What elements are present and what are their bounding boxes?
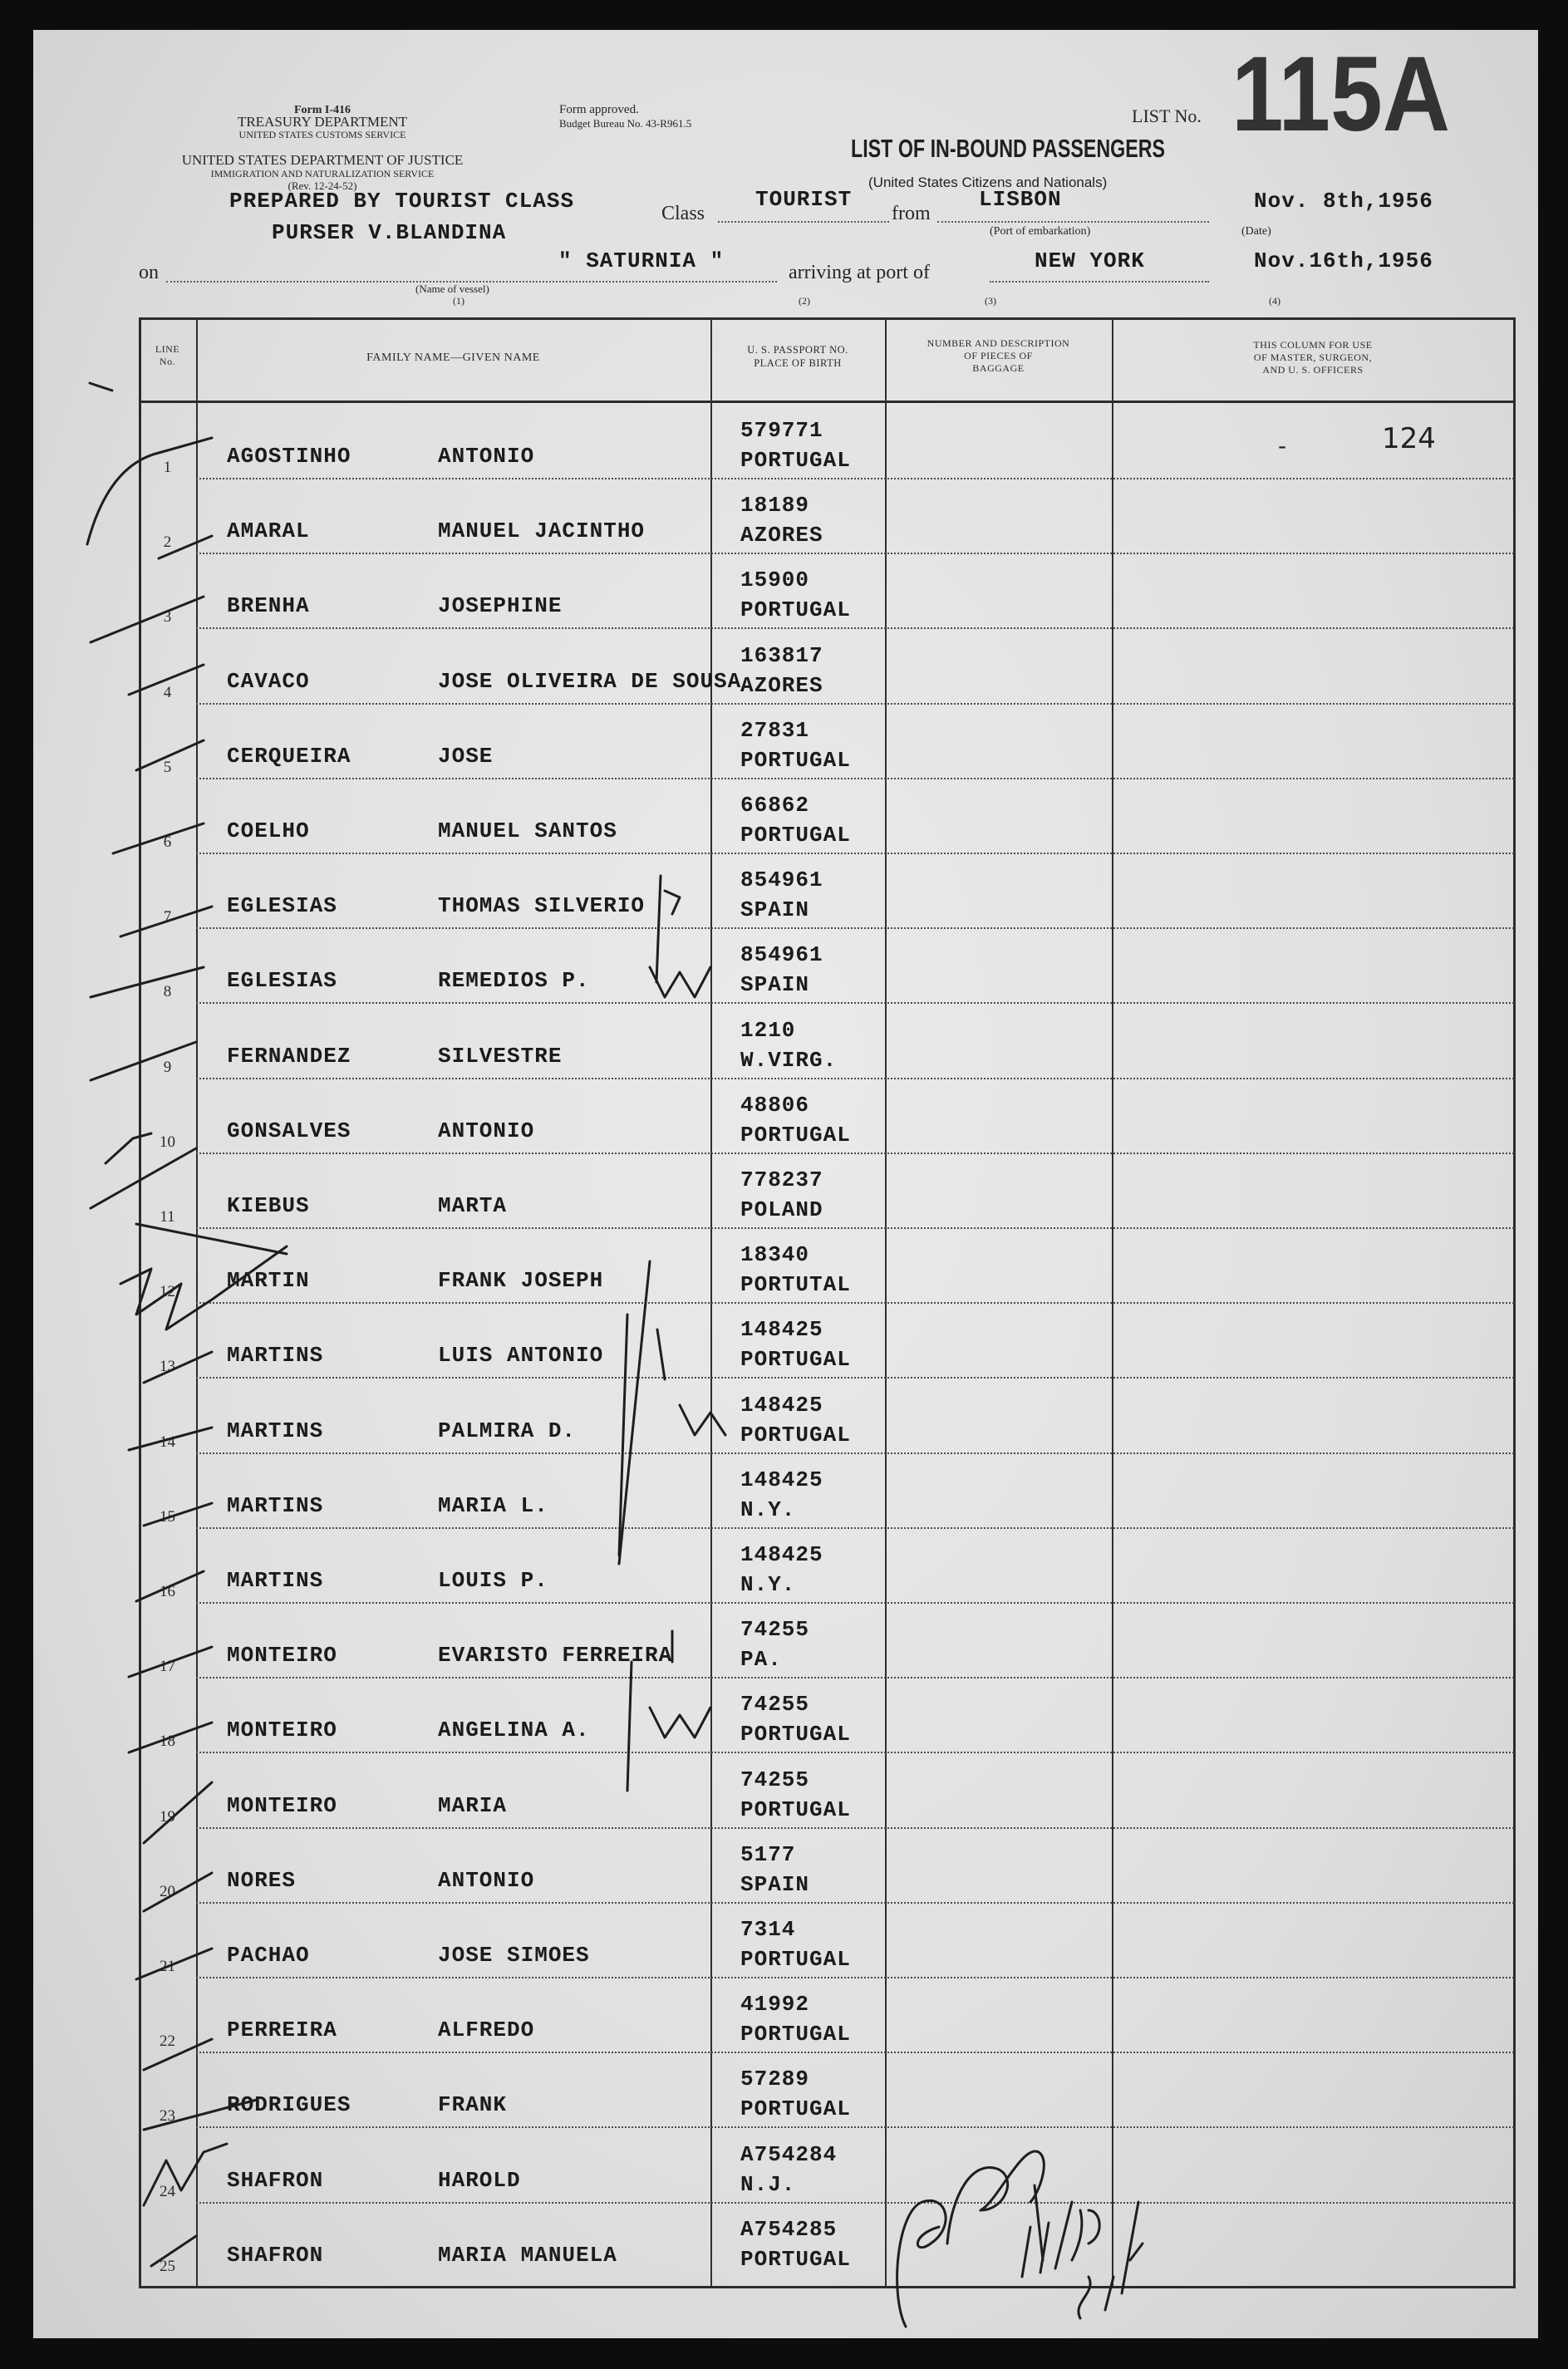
place-of-birth: POLAND bbox=[740, 1197, 823, 1222]
form-subtitle: (United States Citizens and Nationals) bbox=[868, 174, 1108, 190]
list-number-label: LIST No. bbox=[1132, 106, 1202, 126]
passenger-row bbox=[139, 1379, 1514, 1454]
given-name: JOSE SIMOES bbox=[438, 1943, 590, 1968]
family-name: AGOSTINHO bbox=[227, 444, 351, 469]
vessel-caption: (Name of vessel) bbox=[415, 283, 489, 295]
arrival-port: NEW YORK bbox=[1035, 248, 1145, 273]
from-label: from bbox=[892, 203, 931, 224]
passenger-row bbox=[139, 705, 1514, 779]
line-number: 24 bbox=[160, 2182, 175, 2200]
passenger-row bbox=[139, 929, 1514, 1004]
passenger-row bbox=[139, 2129, 1514, 2204]
embarkation-leader bbox=[937, 221, 1209, 223]
arrival-port-leader bbox=[990, 281, 1209, 283]
given-name: EVARISTO FERREIRA bbox=[438, 1643, 673, 1669]
given-name: MARTA bbox=[438, 1193, 508, 1218]
class-leader bbox=[718, 221, 889, 223]
line-number: 25 bbox=[160, 2257, 175, 2275]
passport-number: 66862 bbox=[740, 793, 810, 818]
given-name: FRANK bbox=[438, 2092, 508, 2118]
family-name: MONTEIRO bbox=[227, 1643, 337, 1669]
given-name: MARIA bbox=[438, 1792, 508, 1818]
place-of-birth: SPAIN bbox=[740, 1871, 810, 1897]
header-passport-no: U. S. PASSPORT NO. bbox=[747, 344, 848, 356]
passport-number: 48806 bbox=[740, 1092, 810, 1118]
passenger-row bbox=[139, 2053, 1514, 2128]
passenger-row bbox=[139, 630, 1514, 705]
passenger-row bbox=[139, 1229, 1514, 1304]
family-name: MONTEIRO bbox=[227, 1718, 337, 1743]
embarkation-port: LISBON bbox=[979, 187, 1062, 212]
family-name: EGLESIAS bbox=[227, 893, 337, 919]
line-number: 16 bbox=[160, 1583, 175, 1600]
family-name: SHAFRON bbox=[227, 2242, 324, 2268]
family-name: MARTINS bbox=[227, 1418, 324, 1443]
line-number: 10 bbox=[160, 1133, 175, 1151]
prepared-by: PREPARED BY TOURIST CLASS bbox=[229, 189, 575, 214]
place-of-birth: PORTUTAL bbox=[740, 1272, 851, 1298]
place-of-birth: N.Y. bbox=[740, 1497, 796, 1522]
place-of-birth: SPAIN bbox=[740, 897, 810, 923]
place-of-birth: PORTUGAL bbox=[740, 1796, 851, 1822]
family-name: CERQUEIRA bbox=[227, 743, 351, 769]
header-officers-2: OF MASTER, SURGEON, bbox=[1253, 351, 1373, 363]
given-name: LOUIS P. bbox=[438, 1568, 548, 1593]
passport-number: 778237 bbox=[740, 1167, 823, 1192]
line-number: 3 bbox=[163, 608, 172, 627]
place-of-birth: PORTUGAL bbox=[740, 747, 851, 773]
passport-number: 148425 bbox=[740, 1467, 823, 1492]
passport-number: 854961 bbox=[740, 942, 823, 968]
given-name: MANUEL SANTOS bbox=[438, 818, 617, 843]
place-of-birth: AZORES bbox=[740, 672, 823, 698]
passport-number: 148425 bbox=[740, 1392, 823, 1418]
passenger-row bbox=[139, 2204, 1514, 2278]
passenger-row bbox=[139, 1529, 1514, 1604]
line-number: 12 bbox=[160, 1283, 175, 1301]
class-label: Class bbox=[661, 203, 705, 224]
passenger-row bbox=[139, 779, 1514, 854]
vessel-name: " SATURNIA " bbox=[558, 248, 725, 273]
passport-number: A754285 bbox=[740, 2216, 838, 2242]
purser-name: PURSER V.BLANDINA bbox=[272, 220, 507, 245]
passport-number: 57289 bbox=[740, 2067, 810, 2092]
place-of-birth: PORTUGAL bbox=[740, 2022, 851, 2047]
header-place-of-birth: PLACE OF BIRTH bbox=[754, 357, 842, 369]
passport-number: 74255 bbox=[740, 1767, 810, 1792]
line-number: 14 bbox=[160, 1433, 175, 1451]
family-name: RODRIGUES bbox=[227, 2092, 351, 2118]
line-number: 17 bbox=[160, 1658, 175, 1676]
passport-number: A754284 bbox=[740, 2141, 838, 2167]
line-number: 6 bbox=[163, 833, 172, 851]
family-name: MARTIN bbox=[227, 1268, 310, 1294]
date-caption: (Date) bbox=[1241, 225, 1271, 238]
given-name: MARIA MANUELA bbox=[438, 2242, 617, 2268]
given-name: SILVESTRE bbox=[438, 1043, 563, 1069]
arrival-date: Nov.16th,1956 bbox=[1254, 248, 1433, 273]
passenger-row bbox=[139, 1154, 1514, 1229]
place-of-birth: N.J. bbox=[740, 2171, 796, 2197]
line-number: 13 bbox=[160, 1358, 175, 1376]
passport-number: 18340 bbox=[740, 1242, 810, 1268]
passenger-row bbox=[139, 1678, 1514, 1753]
passport-number: 854961 bbox=[740, 867, 823, 893]
ins-service: IMMIGRATION AND NATURALIZATION SERVICE bbox=[210, 168, 435, 179]
given-name: PALMIRA D. bbox=[438, 1418, 577, 1443]
family-name: MARTINS bbox=[227, 1343, 324, 1369]
class-value: TOURIST bbox=[755, 187, 853, 212]
given-name: JOSEPHINE bbox=[438, 593, 563, 619]
place-of-birth: W.VIRG. bbox=[740, 1047, 838, 1073]
family-name: SHAFRON bbox=[227, 2167, 324, 2193]
passenger-row bbox=[139, 1754, 1514, 1829]
passport-number: 148425 bbox=[740, 1317, 823, 1343]
given-name: ALFREDO bbox=[438, 2018, 535, 2043]
family-name: FERNANDEZ bbox=[227, 1043, 351, 1069]
passenger-row bbox=[139, 854, 1514, 929]
treasury-department: TREASURY DEPARTMENT bbox=[237, 114, 408, 130]
family-name: COELHO bbox=[227, 818, 310, 843]
passenger-row bbox=[139, 405, 1514, 479]
table-header-rule bbox=[139, 401, 1516, 403]
given-name: JOSE OLIVEIRA DE SOUSA bbox=[438, 668, 742, 694]
family-name: AMARAL bbox=[227, 519, 310, 544]
family-name: GONSALVES bbox=[227, 1118, 351, 1143]
given-name: JOSE bbox=[438, 743, 494, 769]
passenger-row bbox=[139, 554, 1514, 629]
given-name: HAROLD bbox=[438, 2167, 521, 2193]
given-name: THOMAS SILVERIO bbox=[438, 893, 646, 919]
place-of-birth: PA. bbox=[740, 1647, 782, 1673]
family-name: MARTINS bbox=[227, 1568, 324, 1593]
form-revision: (Rev. 12-24-52) bbox=[288, 179, 357, 192]
passport-number: 579771 bbox=[740, 418, 823, 443]
header-baggage-3: BAGGAGE bbox=[972, 362, 1025, 374]
list-number-stamp: 115A bbox=[1231, 35, 1451, 154]
family-name: MONTEIRO bbox=[227, 1792, 337, 1818]
line-number: 21 bbox=[160, 1958, 175, 1975]
caption-3: (3) bbox=[985, 295, 996, 307]
family-name: BRENHA bbox=[227, 593, 310, 619]
line-number: 20 bbox=[160, 1882, 175, 1900]
header-family-given-name: FAMILY NAME—GIVEN NAME bbox=[366, 351, 540, 364]
justice-department: UNITED STATES DEPARTMENT OF JUSTICE bbox=[181, 152, 464, 168]
line-number: 19 bbox=[160, 1807, 175, 1826]
family-name: CAVACO bbox=[227, 668, 310, 694]
place-of-birth: AZORES bbox=[740, 523, 823, 548]
given-name: REMEDIOS P. bbox=[438, 968, 590, 994]
header-officers-1: THIS COLUMN FOR USE bbox=[1253, 339, 1373, 351]
place-of-birth: PORTUGAL bbox=[740, 1122, 851, 1148]
passenger-row bbox=[139, 1904, 1514, 1978]
passport-number: 15900 bbox=[740, 568, 810, 593]
line-number: 23 bbox=[160, 2107, 175, 2126]
passport-number: 18189 bbox=[740, 493, 810, 519]
given-name: FRANK JOSEPH bbox=[438, 1268, 604, 1294]
given-name: ANTONIO bbox=[438, 444, 535, 469]
given-name: ANTONIO bbox=[438, 1867, 535, 1893]
passport-number: 27831 bbox=[740, 717, 810, 743]
given-name: MANUEL JACINTHO bbox=[438, 519, 646, 544]
passport-number: 1210 bbox=[740, 1017, 796, 1043]
passenger-row bbox=[139, 1604, 1514, 1678]
line-number: 22 bbox=[160, 2032, 175, 2051]
embarkation-date: Nov. 8th,1956 bbox=[1254, 189, 1433, 214]
arriving-label: arriving at port of bbox=[789, 262, 930, 283]
line-number: 1 bbox=[163, 459, 172, 476]
header-baggage-1: NUMBER AND DESCRIPTION bbox=[927, 337, 1070, 349]
line-number: 7 bbox=[163, 908, 172, 926]
line-number: 8 bbox=[163, 983, 172, 1001]
on-label: on bbox=[139, 262, 159, 283]
place-of-birth: PORTUGAL bbox=[740, 2246, 851, 2272]
place-of-birth: PORTUGAL bbox=[740, 823, 851, 848]
line-number: 4 bbox=[163, 683, 172, 701]
line-number: 11 bbox=[160, 1208, 175, 1226]
officer-dash: - bbox=[1278, 432, 1287, 460]
header-baggage-2: OF PIECES OF bbox=[964, 350, 1033, 361]
passport-number: 5177 bbox=[740, 1841, 796, 1867]
given-name: ANGELINA A. bbox=[438, 1718, 590, 1743]
passenger-row bbox=[139, 1079, 1514, 1154]
passport-number: 7314 bbox=[740, 1917, 796, 1942]
line-number: 15 bbox=[160, 1507, 175, 1526]
form-approved: Form approved. bbox=[559, 103, 639, 116]
family-name: NORES bbox=[227, 1867, 297, 1893]
passenger-row bbox=[139, 1454, 1514, 1529]
place-of-birth: N.Y. bbox=[740, 1572, 796, 1597]
family-name: EGLESIAS bbox=[227, 968, 337, 994]
officer-count: 124 bbox=[1382, 422, 1436, 455]
line-number: 2 bbox=[163, 533, 172, 552]
family-name: KIEBUS bbox=[227, 1193, 310, 1218]
header-officers-3: AND U. S. OFFICERS bbox=[1262, 364, 1364, 376]
passport-number: 74255 bbox=[740, 1617, 810, 1643]
given-name: ANTONIO bbox=[438, 1118, 535, 1143]
line-number: 9 bbox=[163, 1058, 172, 1076]
form-number: Form I-416 bbox=[293, 104, 351, 116]
passport-number: 74255 bbox=[740, 1692, 810, 1718]
place-of-birth: PORTUGAL bbox=[740, 597, 851, 623]
passenger-row bbox=[139, 479, 1514, 554]
place-of-birth: PORTUGAL bbox=[740, 1347, 851, 1373]
place-of-birth: PORTUGAL bbox=[740, 1422, 851, 1447]
caption-1: (1) bbox=[453, 295, 465, 307]
passport-number: 148425 bbox=[740, 1542, 823, 1567]
given-name: MARIA L. bbox=[438, 1492, 548, 1518]
line-number: 5 bbox=[163, 758, 172, 776]
family-name: PACHAO bbox=[227, 1943, 310, 1968]
passport-number: 163817 bbox=[740, 642, 823, 668]
embarkation-port-caption: (Port of embarkation) bbox=[990, 225, 1091, 238]
passport-number: 41992 bbox=[740, 1992, 810, 2018]
family-name: MARTINS bbox=[227, 1492, 324, 1518]
place-of-birth: PORTUGAL bbox=[740, 448, 851, 473]
place-of-birth: PORTUGAL bbox=[740, 1947, 851, 1972]
given-name: LUIS ANTONIO bbox=[438, 1343, 604, 1369]
header-line-no-2: No. bbox=[159, 356, 176, 367]
customs-service: UNITED STATES CUSTOMS SERVICE bbox=[238, 129, 406, 140]
place-of-birth: SPAIN bbox=[740, 972, 810, 998]
budget-bureau-number: Budget Bureau No. 43-R961.5 bbox=[559, 117, 692, 130]
passenger-row bbox=[139, 1829, 1514, 1904]
header-line-no-1: LINE bbox=[155, 343, 180, 355]
caption-4: (4) bbox=[1269, 295, 1280, 307]
line-number: 18 bbox=[160, 1733, 175, 1751]
place-of-birth: PORTUGAL bbox=[740, 2096, 851, 2122]
form-title: LIST OF IN-BOUND PASSENGERS bbox=[851, 134, 1166, 163]
passenger-row bbox=[139, 1978, 1514, 2053]
caption-2: (2) bbox=[799, 295, 810, 307]
passenger-row bbox=[139, 1005, 1514, 1079]
passenger-row bbox=[139, 1304, 1514, 1379]
place-of-birth: PORTUGAL bbox=[740, 1722, 851, 1747]
family-name: PERREIRA bbox=[227, 2018, 337, 2043]
